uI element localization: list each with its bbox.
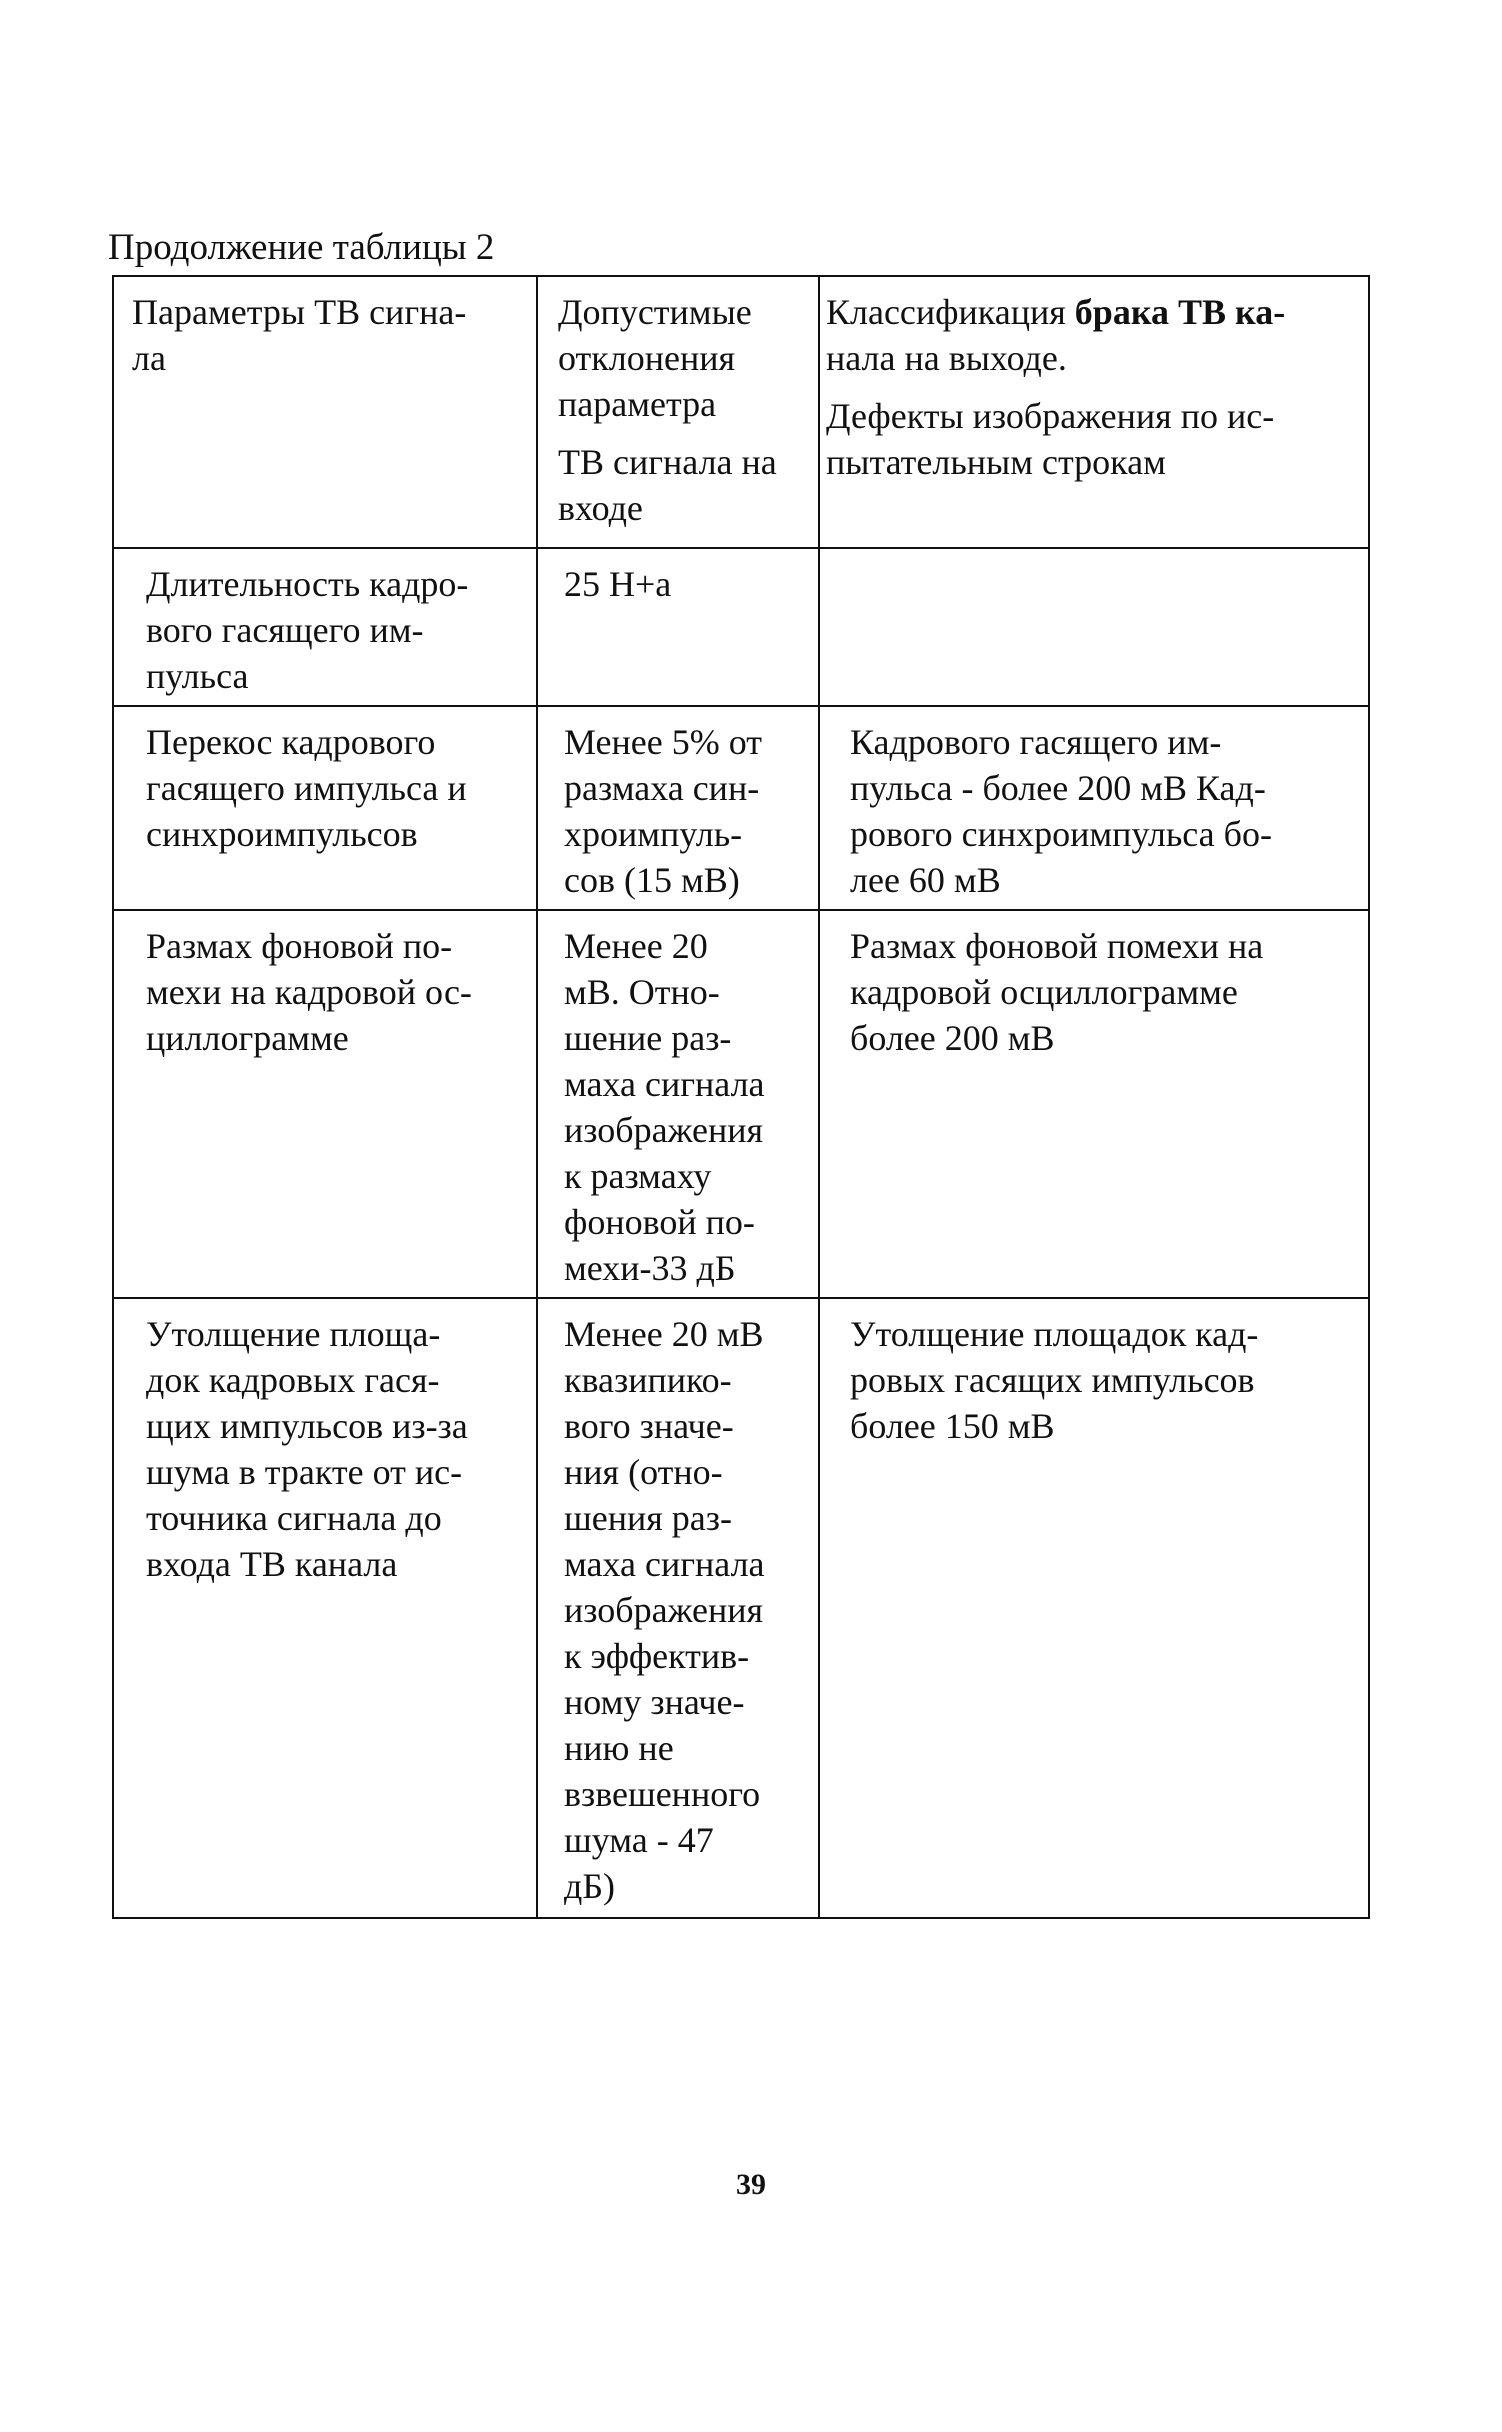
cell-text-line: изображения — [564, 1590, 764, 1630]
header-parameters — [113, 276, 537, 548]
table-row — [113, 548, 1369, 706]
cell-parameter — [113, 706, 537, 910]
cell-text-line: Размах фоновой по- — [146, 926, 453, 966]
header-text-regular: Классификация — [826, 292, 1075, 332]
cell-text-line: кадровой осциллограмме — [850, 972, 1238, 1012]
table-row — [113, 1298, 1369, 1918]
cell-text-line: Перекос кадрового — [146, 722, 436, 762]
cell-text-line: Менее 20 — [564, 926, 708, 966]
cell-text-line: сов (15 мВ) — [564, 860, 740, 900]
cell-text-line: Утолщение площа- — [146, 1314, 441, 1354]
cell-deviation — [537, 706, 819, 910]
header-text-line: параметра — [558, 384, 717, 424]
cell-text-line: размаха син- — [564, 768, 760, 808]
cell-text-line: шение раз- — [564, 1018, 732, 1058]
table-row — [113, 910, 1369, 1298]
cell-text-line: более 200 мВ — [850, 1018, 1055, 1058]
cell-text-line: шения раз- — [564, 1498, 732, 1538]
parameters-table — [112, 275, 1370, 1919]
cell-text-line: шума в тракте от ис- — [146, 1452, 463, 1492]
cell-text-line: синхроимпульсов — [146, 814, 418, 854]
cell-text-line: Утолщение площадок кад- — [850, 1314, 1259, 1354]
header-classification — [819, 276, 1369, 548]
cell-text-line: Длительность кадро- — [146, 564, 469, 604]
page-number: 39 — [736, 2168, 766, 2201]
cell-text-line: ровых гасящих импульсов — [850, 1360, 1255, 1400]
header-text-bold: брака ТВ ка- — [1074, 292, 1286, 332]
cell-text-line: Менее 5% от — [564, 722, 762, 762]
cell-text-line: мехи на кадровой ос- — [146, 972, 472, 1012]
header-text-line: отклонения — [558, 338, 736, 378]
cell-text-line: нию не — [564, 1728, 674, 1768]
cell-text-line: более 150 мВ — [850, 1406, 1055, 1446]
header-text-line: Дефекты изображения по ис- — [826, 396, 1275, 436]
cell-text-line: квазипико- — [564, 1360, 732, 1400]
cell-deviation — [537, 548, 819, 706]
cell-parameter — [113, 910, 537, 1298]
cell-text-line: к размаху — [564, 1156, 712, 1196]
header-text-line: нала на выходе. — [826, 338, 1067, 378]
cell-text-line: гасящего импульса и — [146, 768, 467, 808]
header-text-line: пытательным строкам — [826, 442, 1166, 482]
cell-text-line: пульса - более 200 мВ Кад- — [850, 768, 1266, 808]
cell-defect — [819, 1298, 1369, 1918]
cell-text-line: точника сигнала до — [146, 1498, 442, 1538]
cell-defect — [819, 548, 1369, 706]
cell-text-line: щих импульсов из-за — [146, 1406, 468, 1446]
cell-text-line: док кадровых гася- — [146, 1360, 440, 1400]
cell-deviation — [537, 1298, 819, 1918]
cell-defect — [819, 910, 1369, 1298]
cell-text-line: Менее 20 мВ — [564, 1314, 764, 1354]
cell-text-line: маха сигнала — [564, 1064, 765, 1104]
cell-text-line: входа ТВ канала — [146, 1544, 398, 1584]
table-caption: Продолжение таблицы 2 — [108, 227, 495, 268]
cell-text-line: Размах фоновой помехи на — [850, 926, 1264, 966]
cell-text-line: взвешенного — [564, 1774, 761, 1814]
cell-text-line: рового синхроимпульса бо- — [850, 814, 1272, 854]
cell-text-line: хроимпуль- — [564, 814, 743, 854]
cell-text-line: шума - 47 — [564, 1820, 714, 1860]
cell-text-line: вого значе- — [564, 1406, 734, 1446]
cell-text-line: изображения — [564, 1110, 764, 1150]
cell-text-line: маха сигнала — [564, 1544, 765, 1584]
cell-parameter — [113, 548, 537, 706]
cell-parameter — [113, 1298, 537, 1918]
table-header-row — [113, 276, 1369, 548]
header-text-line: входе — [558, 488, 643, 528]
cell-text-line: пульса — [146, 656, 249, 696]
cell-text-line: ния (отно- — [564, 1452, 723, 1492]
header-deviations — [537, 276, 819, 548]
header-text-line — [826, 289, 1344, 335]
cell-text-line: вого гасящего им- — [146, 610, 424, 650]
table-row — [113, 706, 1369, 910]
cell-text-line: 25 Н+а — [564, 564, 672, 604]
cell-text-line: мехи-33 дБ — [564, 1248, 736, 1288]
header-text-line: ТВ сигнала на — [558, 442, 777, 482]
header-text-line: Параметры ТВ сигна- — [132, 292, 467, 332]
cell-defect — [819, 706, 1369, 910]
cell-text-line: к эффектив- — [564, 1636, 750, 1676]
cell-text-line: лее 60 мВ — [850, 860, 1001, 900]
header-text-line: Допустимые — [558, 292, 752, 332]
cell-text-line: ному значе- — [564, 1682, 745, 1722]
cell-text-line: дБ) — [564, 1866, 615, 1906]
cell-deviation — [537, 910, 819, 1298]
cell-text-line: циллограмме — [146, 1018, 349, 1058]
cell-text-line: фоновой по- — [564, 1202, 755, 1242]
header-text-line: ла — [132, 338, 166, 378]
cell-text-line: мВ. Отно- — [564, 972, 720, 1012]
cell-text-line: Кадрового гасящего им- — [850, 722, 1222, 762]
